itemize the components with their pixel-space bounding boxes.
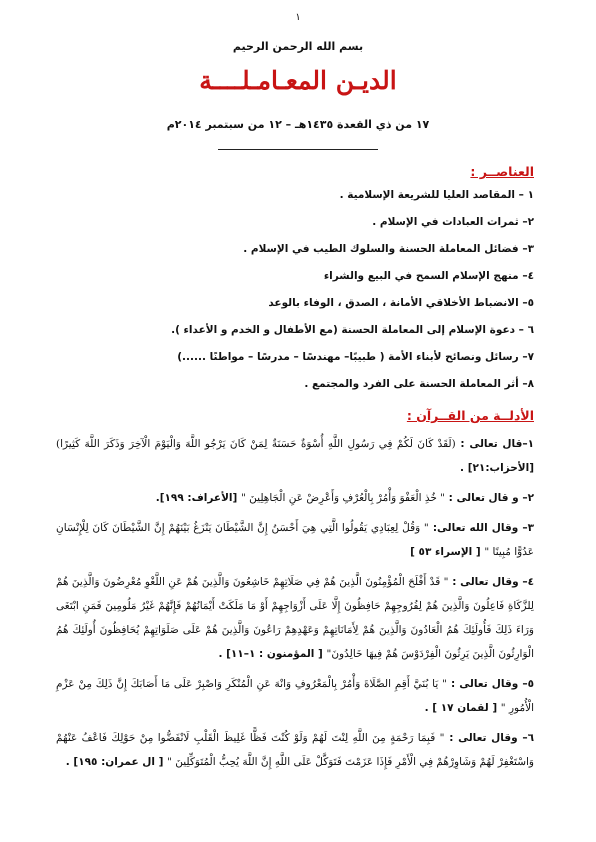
- elements-list: [54, 187, 534, 403]
- list-item: ١ – المقاصد العليا للشريعة الإسلامية .: [339, 189, 534, 201]
- evidence-item: [56, 486, 534, 510]
- separator-line: [218, 149, 378, 150]
- list-item: ٨– أثر المعاملة الحسنة على الفرد والمجتمع .: [304, 378, 534, 390]
- quran-verse: (لَقَدْ كَانَ لَكُمْ فِي رَسُولِ اللَّهِ أُسْوَةٌ حَسَنَةٌ لِمَنْ كَانَ يَرْجُو اللَّهَ وَالْيَوْمَ الْآخِرَ وَذَكَرَ اللَّهَ كَثِيرًا): [56, 438, 456, 450]
- quran-verse: " فَبِمَا رَحْمَةٍ مِنَ اللَّهِ لِنْتَ لَهُمْ وَلَوْ كُنْتَ فَظًّا غَلِيظَ الْقَلْبِ لَانْفَضُّوا مِنْ حَوْلِكَ فَاعْفُ عَنْهُمْ وَاسْتَغْفِرْ لَهُمْ وَشَاوِرْهُمْ فِي الْأَمْرِ فَإِذَا عَزَمْتَ فَتَوَكَّلْ عَلَى اللَّهِ إِنَّ اللَّهَ يُحِبُّ الْمُتَوَكِّلِينَ ": [56, 732, 534, 768]
- quran-verse: " وَقُلْ لِعِبَادِي يَقُولُوا الَّتِي هِيَ أَحْسَنُ إِنَّ الشَّيْطَانَ يَنْزَغُ بَيْنَهُمْ إِنَّ الشَّيْطَانَ كَانَ لِلْإِنْسَانِ عَدُوًّا مُبِينًا ": [56, 522, 534, 558]
- verse-reference: [ ال عمران: ١٩٥] .: [65, 756, 164, 768]
- evidence-item: [56, 570, 534, 666]
- evidence-lead: ٢– و قال تعالى :: [448, 492, 534, 504]
- evidence-item: [56, 672, 534, 720]
- verse-reference: [ الإسراء ٥٣ ]: [410, 546, 481, 558]
- list-item: ٤– منهج الإسلام السمح في البيع والشراء: [323, 270, 534, 282]
- list-item: ٣– فضائل المعاملة الحسنة والسلوك الطيب في الإسلام .: [243, 243, 534, 255]
- verse-reference: [الأحزاب:٢١] .: [460, 462, 534, 474]
- evidence-lead: ٦– وقال تعالى :: [449, 732, 535, 744]
- basmala: بسم الله الرحمن الرحيم: [232, 40, 364, 53]
- verse-reference: [ المؤمنون : ١–١١] .: [218, 648, 323, 660]
- list-item: ٢– ثمرات العبادات في الإسلام .: [372, 216, 534, 228]
- elements-heading: العناصــر :: [470, 164, 534, 179]
- evidence-lead: ١–قال تعالى :: [460, 438, 534, 450]
- verse-reference: [الأعراف: ١٩٩].: [155, 492, 238, 504]
- evidence-lead: ٥– وقال تعالى :: [451, 678, 535, 690]
- evidence-lead: ٣– وقال الله تعالى:: [432, 522, 534, 534]
- quran-verse: " يَا بُنَيَّ أَقِمِ الصَّلَاةَ وَأْمُرْ بِالْمَعْرُوفِ وَانْهَ عَنِ الْمُنْكَرِ وَاصْبِرْ عَلَى مَا أَصَابَكَ إِنَّ ذَلِكَ مِنْ عَزْمِ الْأُمُورِ ": [56, 678, 534, 714]
- list-item: ٦ – دعوة الإسلام إلى المعاملة الحسنة (مع الأطفال و الخدم و الأعداء ).: [171, 324, 534, 336]
- evidence-heading: الأدلــة من القــرآن :: [406, 408, 534, 423]
- list-item: ٥– الانضباط الأخلاقي الأمانة ، الصدق ، الوفاء بالوعد: [268, 297, 534, 309]
- evidence-lead: ٤– وقال تعالى :: [452, 576, 534, 588]
- quran-verse: " قَدْ أَفْلَحَ الْمُؤْمِنُونَ الَّذِينَ هُمْ فِي صَلَاتِهِمْ خَاشِعُونَ وَالَّذِينَ هُمْ عَنِ اللَّغْوِ مُعْرِضُونَ وَالَّذِينَ هُمْ لِلزَّكَاةِ فَاعِلُونَ وَالَّذِينَ هُمْ لِفُرُوجِهِمْ حَافِظُونَ إِلَّا عَلَى أَزْوَاجِهِمْ أَوْ مَا مَلَكَتْ أَيْمَانُهُمْ فَإِنَّهُمْ غَيْرُ مَلُومِينَ فَمَنِ ابْتَغَى وَرَاءَ ذَلِكَ فَأُولَئِكَ هُمُ الْعَادُونَ وَالَّذِينَ هُمْ لِأَمَانَاتِهِمْ وَعَهْدِهِمْ رَاعُونَ وَالَّذِينَ هُمْ عَلَى صَلَوَاتِهِمْ يُحَافِظُونَ أُولَئِكَ هُمُ الْوَارِثُونَ الَّذِينَ يَرِثُونَ الْفِرْدَوْسَ هُمْ فِيهَا خَالِدُونَ": [56, 576, 534, 660]
- document-title: الديـن المعـامـلــــة: [199, 66, 397, 95]
- quran-verse: " خُذِ الْعَفْوَ وَأْمُرْ بِالْعُرْفِ وَأَعْرِضْ عَنِ الْجَاهِلِينَ ": [240, 492, 446, 504]
- evidence-item: [56, 726, 534, 774]
- evidence-item: [56, 516, 534, 564]
- list-item: ٧– رسائل ونصائح لأبناء الأمة ( طبيبًا– مهندسًا – مدرسًا – مواطنًا ......): [177, 351, 534, 363]
- date-line: ١٧ من ذي القعدة ١٤٣٥هـ – ١٢ من سبتمبر ٢٠١٤م: [166, 118, 430, 131]
- evidence-list: [56, 432, 534, 780]
- verse-reference: [ لقمان ١٧ ] .: [424, 702, 498, 714]
- page-number: ١: [295, 12, 301, 23]
- evidence-item: [56, 432, 534, 480]
